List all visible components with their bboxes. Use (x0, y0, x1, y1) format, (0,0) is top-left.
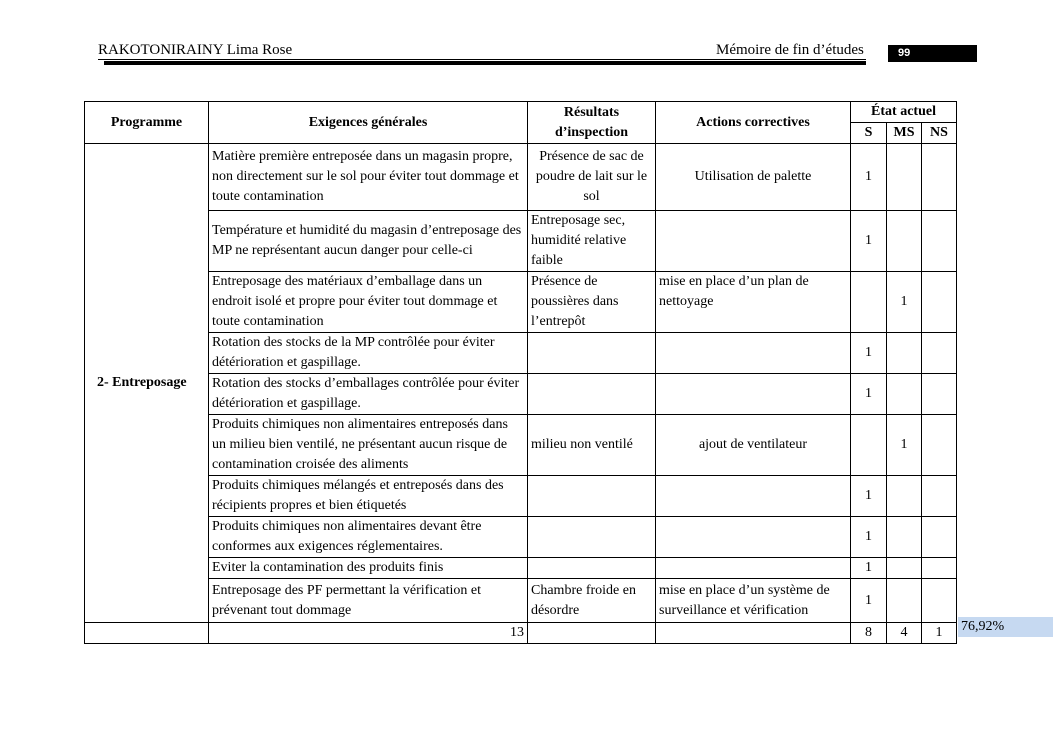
table-row (85, 517, 957, 558)
ms-cell: 1 (887, 272, 922, 333)
totals-action-cell (656, 623, 851, 644)
ns-cell (922, 579, 957, 623)
resultat-cell: Entreposage sec, humidité relative faible (528, 211, 656, 272)
ms-cell (887, 144, 922, 211)
ms-cell (887, 517, 922, 558)
ns-cell (922, 517, 957, 558)
total-s: 8 (851, 623, 887, 644)
ms-cell (887, 476, 922, 517)
total-ms: 4 (887, 623, 922, 644)
ns-cell (922, 211, 957, 272)
ms-cell (887, 211, 922, 272)
total-ns: 1 (922, 623, 957, 644)
exigence-cell: Température et humidité du magasin d’entreposage des MP ne représentant aucun danger pour celle-ci (209, 211, 528, 272)
action-cell: mise en place d’un système de surveillance et vérification (656, 579, 851, 623)
inspection-table (84, 101, 957, 644)
ms-cell (887, 579, 922, 623)
resultat-cell (528, 476, 656, 517)
s-cell: 1 (851, 374, 887, 415)
conformity-percentage: 76,92% (958, 617, 1053, 637)
header-author: RAKOTONIRAINY Lima Rose (98, 42, 293, 58)
table-row (85, 144, 957, 211)
exigence-cell: Produits chimiques mélangés et entreposés dans des récipients propres et bien étiquetés (209, 476, 528, 517)
s-cell: 1 (851, 211, 887, 272)
table-row (85, 333, 957, 374)
ns-cell (922, 272, 957, 333)
action-cell (656, 476, 851, 517)
ms-cell (887, 333, 922, 374)
ns-cell (922, 415, 957, 476)
s-cell: 1 (851, 579, 887, 623)
action-cell (656, 558, 851, 579)
table-row (85, 374, 957, 415)
resultat-cell: Chambre froide en désordre (528, 579, 656, 623)
ns-cell (922, 476, 957, 517)
header-rule-thin (98, 59, 866, 60)
s-cell (851, 272, 887, 333)
col-header-s: S (851, 123, 887, 144)
exigence-cell: Rotation des stocks de la MP contrôlée pour éviter détérioration et gaspillage. (209, 333, 528, 374)
totals-row (85, 623, 957, 644)
total-count: 13 (209, 623, 528, 644)
exigence-cell: Eviter la contamination des produits finis (209, 558, 528, 579)
action-cell: ajout de ventilateur (656, 415, 851, 476)
exigence-cell: Entreposage des matériaux d’emballage dans un endroit isolé et propre pour éviter tout dommage et toute contamination (209, 272, 528, 333)
exigence-cell: Matière première entreposée dans un magasin propre, non directement sur le sol pour éviter tout dommage et toute contamination (209, 144, 528, 211)
exigence-cell: Rotation des stocks d’emballages contrôlée pour éviter détérioration et gaspillage. (209, 374, 528, 415)
s-cell: 1 (851, 517, 887, 558)
table-row (85, 558, 957, 579)
resultat-cell: Présence de sac de poudre de lait sur le sol (528, 144, 656, 211)
ms-cell (887, 374, 922, 415)
action-cell: Utilisation de palette (656, 144, 851, 211)
s-cell (851, 415, 887, 476)
table-row (85, 415, 957, 476)
col-header-programme: Programme (85, 102, 209, 144)
s-cell: 1 (851, 144, 887, 211)
col-header-resultats: Résultats d’inspection (528, 102, 656, 144)
header-document-title: Mémoire de fin d’études (716, 42, 864, 58)
resultat-cell (528, 333, 656, 374)
col-header-ms: MS (887, 123, 922, 144)
ms-cell (887, 558, 922, 579)
col-header-exigences: Exigences générales (209, 102, 528, 144)
action-cell (656, 374, 851, 415)
resultat-cell: Présence de poussières dans l’entrepôt (528, 272, 656, 333)
totals-resultat-cell (528, 623, 656, 644)
page-number: 99 (888, 45, 977, 62)
action-cell (656, 517, 851, 558)
exigence-cell: Entreposage des PF permettant la vérification et prévenant tout dommage (209, 579, 528, 623)
ms-cell: 1 (887, 415, 922, 476)
exigence-cell: Produits chimiques non alimentaires entreposés dans un milieu bien ventilé, ne présentant aucun risque de contamination croisée des aliments (209, 415, 528, 476)
resultat-cell (528, 374, 656, 415)
resultat-cell (528, 517, 656, 558)
s-cell: 1 (851, 333, 887, 374)
table-row (85, 272, 957, 333)
action-cell (656, 211, 851, 272)
resultat-cell (528, 558, 656, 579)
col-header-actions: Actions correctives (656, 102, 851, 144)
ns-cell (922, 558, 957, 579)
table-row (85, 476, 957, 517)
programme-cell: 2- Entreposage (85, 144, 209, 623)
action-cell (656, 333, 851, 374)
col-header-etat: État actuel (851, 102, 957, 123)
table-row (85, 211, 957, 272)
col-header-ns: NS (922, 123, 957, 144)
ns-cell (922, 144, 957, 211)
table-row (85, 579, 957, 623)
ns-cell (922, 374, 957, 415)
header-rule (104, 61, 866, 65)
s-cell: 1 (851, 558, 887, 579)
exigence-cell: Produits chimiques non alimentaires devant être conformes aux exigences réglementaires. (209, 517, 528, 558)
s-cell: 1 (851, 476, 887, 517)
ns-cell (922, 333, 957, 374)
action-cell: mise en place d’un plan de nettoyage (656, 272, 851, 333)
totals-programme-cell (85, 623, 209, 644)
resultat-cell: milieu non ventilé (528, 415, 656, 476)
